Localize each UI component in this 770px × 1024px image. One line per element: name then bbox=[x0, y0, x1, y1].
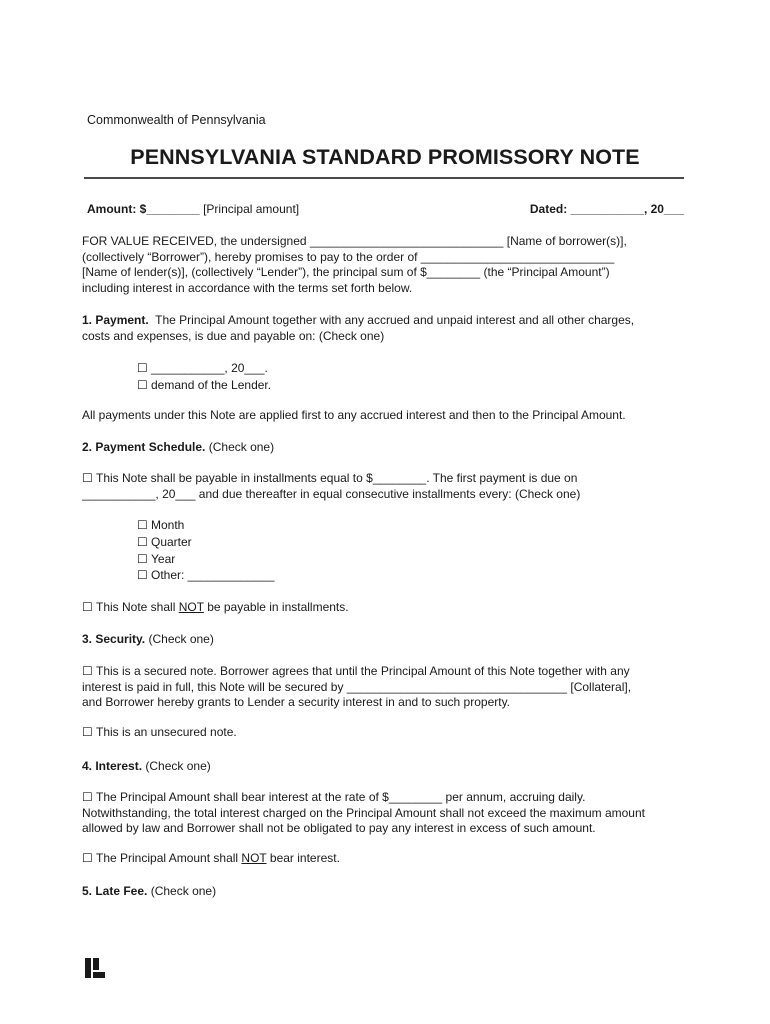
dated-line: Dated: ___________, 20___ bbox=[529, 202, 684, 216]
brand-logo-icon bbox=[85, 958, 105, 978]
payment-application-note: All payments under this Note are applied first to any accrued interest and then to the Principal Amount. bbox=[82, 408, 626, 422]
payment-line-1 bbox=[82, 313, 634, 329]
checkbox-icon[interactable]: ☐ bbox=[82, 725, 93, 739]
intro-line-4: including interest in accordance with the terms set forth below. bbox=[82, 280, 413, 295]
interest-heading: 4. Interest. bbox=[82, 759, 143, 773]
payment-option-date-label: ___________, 20___. bbox=[151, 361, 268, 375]
period-option-quarter[interactable] bbox=[137, 534, 192, 551]
intro-line-1: FOR VALUE RECEIVED, the undersigned _____________________________ [Name of borrower(s)], bbox=[82, 234, 627, 248]
interest-check-note: (Check one) bbox=[145, 759, 211, 773]
checkbox-icon[interactable]: ☐ bbox=[82, 790, 93, 804]
bear-interest-line-3: allowed by law and Borrower shall not be obligated to pay any interest in excess of such amount. bbox=[82, 821, 596, 835]
payment-option-date[interactable] bbox=[137, 360, 268, 377]
intro-line-3: [Name of lender(s)], (collectively “Lender”), the principal sum of $________ (the “Principal Amount”) bbox=[82, 265, 610, 279]
unsecured-label: This is an unsecured note. bbox=[96, 725, 237, 739]
checkbox-icon[interactable]: ☐ bbox=[137, 361, 148, 375]
no-interest-option[interactable] bbox=[82, 851, 340, 867]
security-check-note: (Check one) bbox=[148, 632, 214, 646]
checkbox-icon[interactable]: ☐ bbox=[82, 600, 93, 614]
no-installments-option[interactable] bbox=[82, 600, 349, 616]
checkbox-icon[interactable]: ☐ bbox=[137, 518, 148, 532]
period-option-other[interactable] bbox=[137, 567, 274, 584]
jurisdiction-label: Commonwealth of Pennsylvania bbox=[87, 113, 266, 127]
bear-interest-line-2: Notwithstanding, the total interest charged on the Principal Amount shall not exceed the maximum amount bbox=[82, 805, 645, 820]
checkbox-icon[interactable]: ☐ bbox=[82, 664, 93, 678]
schedule-heading: 2. Payment Schedule. bbox=[82, 440, 206, 454]
payment-option-demand-label: demand of the Lender. bbox=[151, 377, 272, 392]
no-installments-pre: This Note shall bbox=[96, 600, 176, 614]
no-installments-emph: NOT bbox=[178, 600, 204, 614]
installments-text-1: This Note shall be payable in installments equal to $________. The first payment is due on bbox=[96, 471, 578, 485]
schedule-heading-line bbox=[82, 440, 274, 456]
bear-interest-line-1[interactable] bbox=[82, 790, 585, 806]
secured-line-3: and Borrower hereby grants to Lender a security interest in and to such property. bbox=[82, 695, 511, 709]
installments-line-2: ___________, 20___ and due thereafter in equal consecutive installments every: (Check one) bbox=[82, 486, 581, 501]
period-option-month[interactable] bbox=[137, 517, 184, 534]
payment-text-1: The Principal Amount together with any accrued and unpaid interest and all other charges, bbox=[155, 313, 635, 327]
period-label: Month bbox=[151, 518, 185, 532]
title-divider bbox=[84, 177, 684, 179]
late-fee-heading: 5. Late Fee. bbox=[82, 884, 148, 898]
payment-option-demand[interactable] bbox=[137, 377, 271, 394]
payment-line-2: costs and expenses, is due and payable on: (Check one) bbox=[82, 328, 385, 343]
checkbox-icon[interactable]: ☐ bbox=[137, 534, 148, 549]
security-heading-line bbox=[82, 632, 214, 648]
period-label: Quarter bbox=[151, 534, 192, 549]
checkbox-icon[interactable]: ☐ bbox=[82, 851, 93, 865]
late-fee-heading-line bbox=[82, 884, 216, 900]
interest-heading-line bbox=[82, 759, 211, 775]
no-interest-emph: NOT bbox=[241, 851, 267, 865]
secured-text-1: This is a secured note. Borrower agrees that until the Principal Amount of this Note together with any bbox=[96, 664, 630, 678]
checkbox-icon[interactable]: ☐ bbox=[137, 568, 148, 583]
unsecured-option[interactable] bbox=[82, 725, 237, 741]
bear-interest-text-1: The Principal Amount shall bear interest at the rate of $________ per annum, accruing daily. bbox=[96, 790, 586, 804]
amount-line bbox=[87, 202, 299, 216]
late-fee-check-note: (Check one) bbox=[150, 884, 217, 898]
amount-label: Amount: $________ bbox=[87, 202, 200, 216]
no-interest-post: bear interest. bbox=[269, 851, 340, 865]
secured-line-2: interest is paid in full, this Note will be secured by _________________________________ [Collateral], bbox=[82, 679, 632, 694]
security-heading: 3. Security. bbox=[82, 632, 146, 646]
payment-heading: 1. Payment. bbox=[82, 313, 149, 327]
no-installments-post: be payable in installments. bbox=[207, 600, 349, 614]
period-label: Year bbox=[151, 551, 176, 566]
amount-hint: [Principal amount] bbox=[203, 202, 300, 216]
checkbox-icon[interactable]: ☐ bbox=[82, 471, 93, 485]
document-title: PENNSYLVANIA STANDARD PROMISSORY NOTE bbox=[130, 145, 640, 169]
period-option-year[interactable] bbox=[137, 551, 175, 568]
secured-line-1[interactable] bbox=[82, 664, 630, 680]
checkbox-icon[interactable]: ☐ bbox=[137, 377, 148, 392]
installments-line-1[interactable] bbox=[82, 471, 577, 487]
period-label: Other: _____________ bbox=[151, 568, 275, 583]
schedule-check-note: (Check one) bbox=[208, 440, 275, 454]
no-interest-pre: The Principal Amount shall bbox=[96, 851, 239, 865]
checkbox-icon[interactable]: ☐ bbox=[137, 551, 148, 566]
intro-line-2: (collectively “Borrower”), hereby promises to pay to the order of _____________________________ bbox=[82, 249, 615, 264]
